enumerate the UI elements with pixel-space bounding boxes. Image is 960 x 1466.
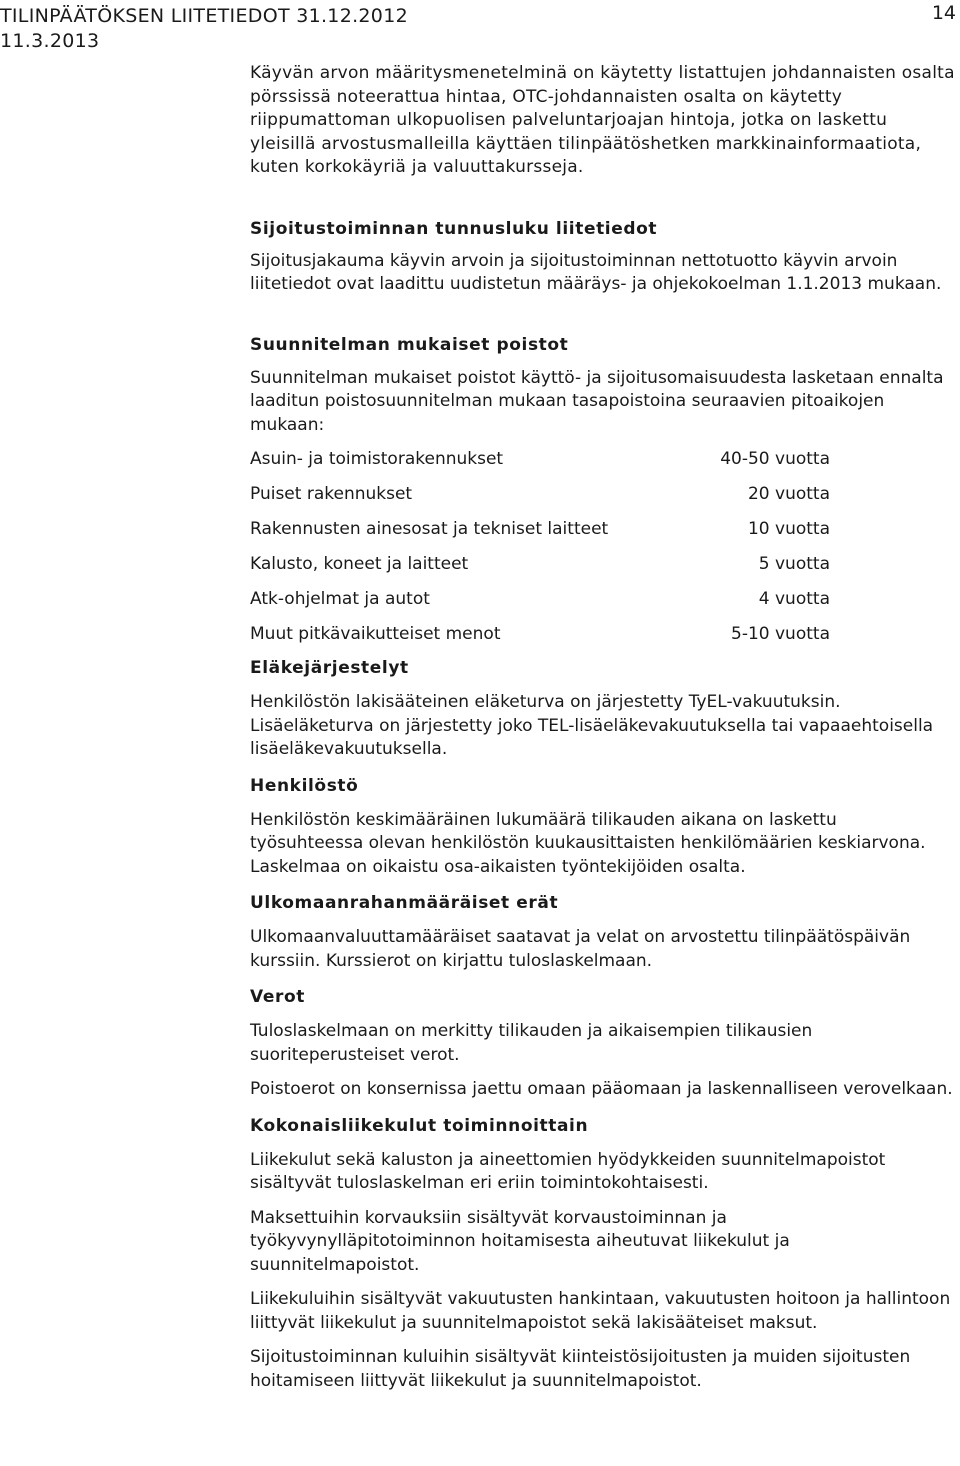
section-heading-poistot: Suunnitelman mukaiset poistot (250, 334, 569, 355)
table-cell-item: Kalusto, koneet ja laitteet (250, 554, 469, 574)
table-cell-value: 5 vuotta (758, 554, 830, 574)
section-heading-elake: Eläkejärjestelyt (250, 658, 409, 678)
section-heading-ulkomaan: Ulkomaanrahanmääräiset erät (250, 893, 559, 913)
table-cell-value: 20 vuotta (747, 484, 830, 504)
section-heading-kokonais: Kokonaisliikekulut toiminnoittain (250, 1115, 589, 1136)
table-cell-value: 5-10 vuotta (731, 624, 830, 644)
table-cell-item: Puiset rakennukset (250, 484, 413, 504)
verot-paragraph-1: Tuloslaskelmaan on merkitty tilikauden ja aikaisempien tilikausien suoriteperusteiset verot. (250, 1021, 813, 1065)
depreciation-table (250, 448, 955, 658)
table-row (250, 588, 955, 623)
table-row (250, 623, 955, 658)
verot-paragraph-2: Poistoerot on konsernissa jaettu omaan pääomaan ja laskennalliseen verovelkaan. (250, 1079, 953, 1099)
section-heading-verot: Verot (250, 987, 305, 1007)
kokonais-paragraph-1: Liikekulut sekä kaluston ja aineettomien hyödykkeiden suunnitelmapoistot sisältyvät tuloslaskelman eri eriin toimintokohtaisesti. (250, 1149, 886, 1193)
page-number: 14 (931, 2, 956, 24)
header-date: 11.3.2013 (0, 30, 100, 52)
section-heading-henkilosto: Henkilöstö (250, 775, 359, 796)
intro-block (250, 62, 955, 180)
table-row (250, 483, 955, 518)
kokonais-paragraph-4: Sijoitustoiminnan kuluihin sisältyvät kiinteistösijoitusten ja muiden sijoitusten hoitamiseen liittyvät liikekulut ja suunnitelmapoistot. (250, 1347, 911, 1391)
table-cell-item: Asuin- ja toimistorakennukset (250, 449, 504, 469)
table-cell-item: Muut pitkävaikutteiset menot (250, 624, 501, 644)
table-cell-item: Rakennusten ainesosat ja tekniset laitteet (250, 519, 609, 539)
intro-paragraph: Käyvän arvon määritysmenetelminä on käytetty listattujen johdannaisten osalta pörssissä noteerattua hintaa, OTC-johdannaisten osalta on käytetty riippumattoman ulkopuolisen palveluntarjoajan hintoja, jotka on laskettu yleisillä arvostusmalleilla käyttäen tilinpäätöshetken markkinainformaatiota, kuten korkokäyriä ja valuuttakursseja. (250, 63, 955, 177)
table-row (250, 448, 955, 483)
table-cell-value: 40-50 vuotta (720, 449, 830, 469)
section-heading-sijoitus: Sijoitustoiminnan tunnusluku liitetiedot (250, 218, 658, 239)
kokonais-paragraph-3: Liikekuluihin sisältyvät vakuutusten hankintaan, vakuutusten hoitoon ja hallintoon liittyvät liikekulut ja suunnitelmapoistot sekä lakisääteiset maksut. (250, 1289, 951, 1333)
ulkomaan-paragraph: Ulkomaanvaluuttamääräiset saatavat ja velat on arvostettu tilinpäätöspäivän kurssiin. Kurssierot on kirjattu tuloslaskelmaan. (250, 927, 911, 971)
table-cell-value: 10 vuotta (747, 519, 830, 539)
kokonais-paragraph-2: Maksettuihin korvauksiin sisältyvät korvaustoiminnan ja työkyvynylläpitotoiminnon hoitamisesta aiheutuvat liikekulut ja suunnitelmapoistot. (250, 1207, 790, 1275)
header-title: TILINPÄÄTÖKSEN LIITETIEDOT 31.12.2012 (0, 5, 408, 27)
poistot-paragraph: Suunnitelman mukaiset poistot käyttö- ja sijoitusomaisuudesta lasketaan ennalta laaditun poistosuunnitelman mukaan tasapoistoina seuraavien pitoaikojen mukaan: (250, 367, 944, 435)
table-row (250, 553, 955, 588)
table-row (250, 518, 955, 553)
elake-paragraph: Henkilöstön lakisääteinen eläketurva on järjestetty TyEL-vakuutuksin. Lisäeläketurva on järjestetty joko TEL-lisäeläkevakuutuksella tai vapaaehtoisella lisäeläkevakuutuksella. (250, 692, 934, 759)
henkilosto-paragraph: Henkilöstön keskimääräinen lukumäärä tilikauden aikana on laskettu työsuhteessa olevan henkilöstön kuukausittaisten henkilömäärien keskiarvona. Laskelmaa on oikaistu osa-aikaisten työntekijöiden osalta. (250, 809, 926, 877)
table-cell-item: Atk-ohjelmat ja autot (250, 589, 430, 609)
document-body (250, 62, 955, 1393)
table-cell-value: 4 vuotta (758, 589, 830, 609)
sijoitus-paragraph: Sijoitusjakauma käyvin arvoin ja sijoitustoiminnan nettotuotto käyvin arvoin liitetiedot ovat laadittu uudistetun määräys- ja ohjekokoelman 1.1.2013 mukaan. (250, 250, 942, 294)
page-header (0, 4, 408, 54)
